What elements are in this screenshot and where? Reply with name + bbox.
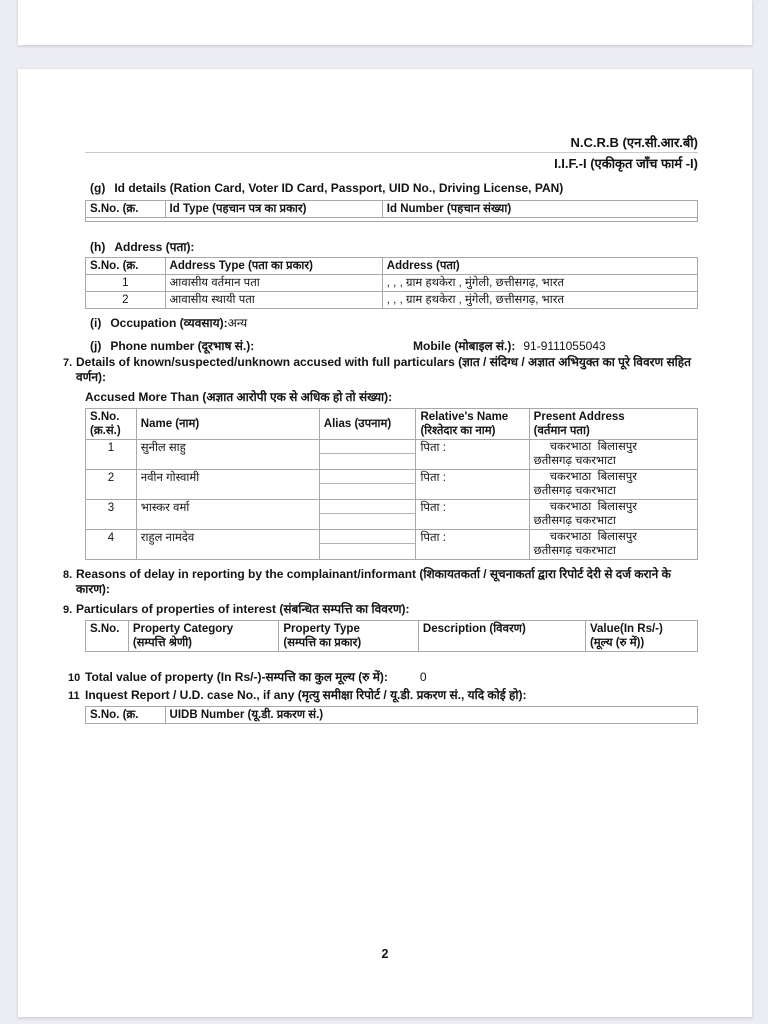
section-8-number: 8. xyxy=(63,569,73,581)
properties-col-sno: S.No. xyxy=(86,620,129,651)
address-row xyxy=(86,275,698,292)
uidb-col-sno: S.No. (क्र. xyxy=(86,706,166,723)
section-8-text: Reasons of delay in reporting by the complainant/informant (शिकायतकर्ता / सूचनाकर्ता द्वारा रिपोर्ट देरी से दर्ज कराने के कारण): xyxy=(76,567,671,596)
properties-table-header-row xyxy=(86,620,698,651)
id-col-type: Id Type (पहचान पत्र का प्रकार) xyxy=(165,201,382,218)
ncrb-title: N.C.R.B (एन.सी.आर.बी) xyxy=(85,133,698,153)
id-col-sno: S.No. (क्र. xyxy=(86,201,166,218)
address-row-sno: 2 xyxy=(86,292,166,309)
section-8-heading xyxy=(63,567,698,596)
section-g-heading xyxy=(90,181,698,196)
section-11-text: Inquest Report / U.D. case No., if any (मृत्यु समीक्षा रिपोर्ट / यू.डी. प्रकरण सं., यदि कोई हो): xyxy=(85,687,527,702)
address-row-value: , , , ग्राम हथकेरा , मुंगेली, छत्तीसगढ़, भारत xyxy=(382,292,697,309)
occupation-value: अन्य xyxy=(227,316,248,330)
address-row-type: आवासीय स्थायी पता xyxy=(165,292,382,309)
document-page xyxy=(18,69,752,1017)
accused-more-than-label: Accused More Than (अज्ञात आरोपी एक से अधिक हो तो संख्या): xyxy=(85,390,393,404)
id-table-header-row xyxy=(86,201,698,218)
section-7-text: Details of known/suspected/unknown accused with full particulars (ज्ञात / संदिग्ध / अज्ञात अभियुक्त का पूरे विवरण सहित वर्णन): xyxy=(76,355,691,384)
accused-alias xyxy=(319,440,416,470)
address-col-address: Address (पता) xyxy=(382,258,697,275)
total-value-line xyxy=(68,670,698,685)
accused-col-name: Name (नाम) xyxy=(136,409,319,440)
page-number: 2 xyxy=(381,947,389,961)
section-i-label: (i) xyxy=(90,316,102,330)
accused-name: राहुल नामदेव xyxy=(136,530,319,560)
properties-col-value: Value(In Rs/-) (मूल्य (रु में)) xyxy=(585,620,697,651)
section-11-number: 11 xyxy=(68,689,80,702)
accused-col-alias: Alias (उपनाम) xyxy=(319,409,416,440)
address-table-header-row xyxy=(86,258,698,275)
accused-sno: 4 xyxy=(86,530,137,560)
section-j-title: Phone number (दूरभाष सं.): xyxy=(110,339,255,353)
mobile-part xyxy=(413,339,606,354)
occupation-line xyxy=(90,316,698,331)
properties-col-description: Description (विवरण) xyxy=(418,620,585,651)
section-10-number: 10 xyxy=(68,671,81,684)
section-j-label: (j) xyxy=(90,339,102,353)
accused-row xyxy=(86,530,698,560)
section-9-heading xyxy=(63,602,698,617)
accused-relative: पिता : xyxy=(416,500,529,530)
id-details-table xyxy=(85,200,698,222)
mobile-number: 91-9111055043 xyxy=(523,339,606,353)
section-h-heading xyxy=(90,240,698,255)
accused-relative: पिता : xyxy=(416,470,529,500)
section-g-label: (g) xyxy=(90,181,106,195)
section-h-title: Address (पता): xyxy=(114,240,195,254)
accused-name: नवीन गोस्वामी xyxy=(136,470,319,500)
section-h-label: (h) xyxy=(90,240,106,254)
section-9-number: 9. xyxy=(63,604,73,616)
address-table xyxy=(85,257,698,309)
accused-table-header-row xyxy=(86,409,698,440)
section-10-text: Total value of property (In Rs/-)-सम्पत्ति का कुल मूल्य (रु में): xyxy=(85,669,388,684)
properties-col-category: Property Category (सम्पत्ति श्रेणी) xyxy=(128,620,279,651)
accused-sno: 3 xyxy=(86,500,137,530)
address-col-sno: S.No. (क्र. xyxy=(86,258,166,275)
section-g-title: Id details (Ration Card, Voter ID Card, Passport, UID No., Driving License, PAN) xyxy=(114,181,564,195)
section-7-number: 7. xyxy=(63,357,73,369)
uidb-col-number: UIDB Number (यू.डी. प्रकरण सं.) xyxy=(165,706,697,723)
accused-sno: 2 xyxy=(86,470,137,500)
id-table-empty-row xyxy=(86,218,698,222)
accused-alias xyxy=(319,470,416,500)
accused-row xyxy=(86,500,698,530)
accused-name: सुनील साहु xyxy=(136,440,319,470)
mobile-label: Mobile (मोबाइल सं.): xyxy=(413,339,516,353)
previous-page-fragment xyxy=(18,0,752,45)
uidb-table xyxy=(85,706,698,724)
accused-relative: पिता : xyxy=(416,530,529,560)
accused-present-address: चकरभाठा बिलासपुर छतीसगढ़ चकरभाटा xyxy=(529,440,697,470)
accused-relative: पिता : xyxy=(416,440,529,470)
id-col-number: Id Number (पहचान संख्या) xyxy=(382,201,697,218)
address-row xyxy=(86,292,698,309)
accused-present-address: चकरभाठा बिलासपुर छतीसगढ़ चकरभाटा xyxy=(529,530,697,560)
accused-row xyxy=(86,440,698,470)
iif-title: I.I.F.-I (एकीकृत जाँच फार्म -I) xyxy=(554,156,698,171)
form-header xyxy=(85,133,698,172)
accused-col-present-address: Present Address (वर्तमान पता) xyxy=(529,409,697,440)
address-row-sno: 1 xyxy=(86,275,166,292)
accused-name: भास्कर वर्मा xyxy=(136,500,319,530)
section-9-text: Particulars of properties of interest (संबन्धित सम्पत्ति का विवरण): xyxy=(76,602,410,616)
address-col-type: Address Type (पता का प्रकार) xyxy=(165,258,382,275)
properties-table xyxy=(85,620,698,652)
accused-col-sno: S.No. (क्र.सं.) xyxy=(86,409,137,440)
inquest-line xyxy=(68,688,698,703)
accused-present-address: चकरभाठा बिलासपुर छतीसगढ़ चकरभाटा xyxy=(529,470,697,500)
accused-present-address: चकरभाठा बिलासपुर छतीसगढ़ चकरभाटा xyxy=(529,500,697,530)
total-value: 0 xyxy=(419,669,427,684)
accused-table xyxy=(85,408,698,560)
accused-alias xyxy=(319,530,416,560)
address-row-type: आवासीय वर्तमान पता xyxy=(165,275,382,292)
uidb-table-header-row xyxy=(86,706,698,723)
accused-row xyxy=(86,470,698,500)
phone-line xyxy=(90,339,698,354)
accused-col-relative: Relative's Name (रिश्तेदार का नाम) xyxy=(416,409,529,440)
section-i-title: Occupation (व्यवसाय): xyxy=(110,316,228,330)
address-row-value: , , , ग्राम हथकेरा , मुंगेली, छत्तीसगढ़, भारत xyxy=(382,275,697,292)
properties-col-type: Property Type (सम्पत्ति का प्रकार) xyxy=(279,620,419,651)
accused-alias xyxy=(319,500,416,530)
section-7-heading xyxy=(63,355,698,384)
accused-sno: 1 xyxy=(86,440,137,470)
